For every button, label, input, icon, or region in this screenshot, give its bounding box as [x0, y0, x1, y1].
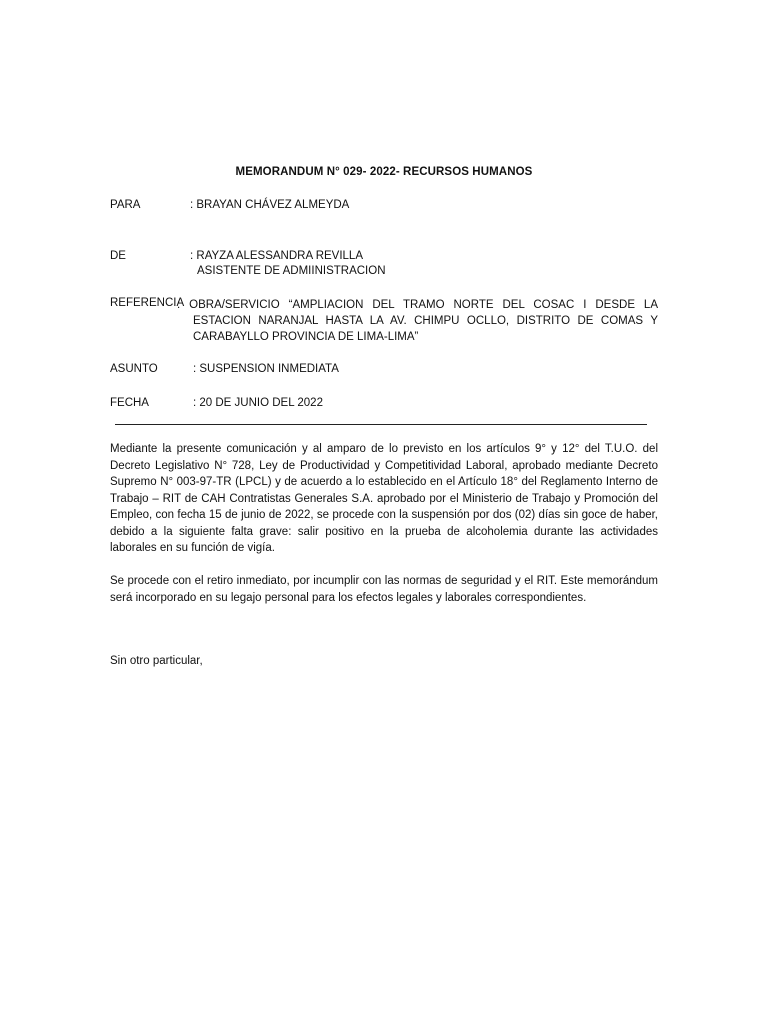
separator-line — [115, 424, 647, 425]
fecha-label: FECHA — [110, 397, 149, 409]
asunto-value: : SUSPENSION INMEDIATA — [193, 363, 339, 375]
de-label: DE — [110, 250, 126, 262]
de-subtitle: ASISTENTE DE ADMIINISTRACION — [197, 265, 386, 277]
body-paragraph: Se procede con el retiro inmediato, por incumplir con las normas de seguridad y el RIT. Este memorándum será incorporado en su legajo personal para los efectos legales y laborales correspondientes. — [110, 575, 658, 604]
de-value: : RAYZA ALESSANDRA REVILLA — [190, 250, 363, 262]
body-paragraph: Mediante la presente comunicación y al amparo de lo previsto en los artículos 9° y 12° del T.U.O. del Decreto Legislativo N° 728, Ley de Productividad y Competitividad Laboral, aprobado mediante Decreto Supremo N° 003-97-TR (LPCL) y de acuerdo a lo establecido en el Artículo 18° del Reglamento Interno de Trabajo – RIT de CAH Contratistas Generales S.A. aprobado por el Ministerio de Trabajo y Promoción del Empleo, con fecha 15 de junio de 2022, se procede con la suspensión por dos (02) días sin goce de haber, debido a la siguiente falta grave: salir positivo en la prueba de alcoholemia durante las actividades laborales en su función de vigía. — [110, 443, 658, 554]
referencia-text: : OBRA/SERVICIO “AMPLIACION DEL TRAMO NORTE DEL COSAC I DESDE LA ESTACION NARANJAL HASTA LA AV. CHIMPU OCLLO, DISTRITO DE COMAS Y CARABAYLLO PROVINCIA DE LIMA-LIMA” — [177, 299, 658, 343]
fecha-value: : 20 DE JUNIO DEL 2022 — [193, 397, 323, 409]
memo-title: MEMORANDUM N° 029- 2022- RECURSOS HUMANOS — [235, 166, 533, 178]
referencia-value — [177, 297, 658, 345]
closing-text: Sin otro particular, — [110, 655, 203, 667]
referencia-label: REFERENCIA — [110, 297, 185, 309]
para-label: PARA — [110, 199, 141, 211]
asunto-label: ASUNTO — [110, 363, 158, 375]
para-value: : BRAYAN CHÁVEZ ALMEYDA — [190, 199, 350, 211]
